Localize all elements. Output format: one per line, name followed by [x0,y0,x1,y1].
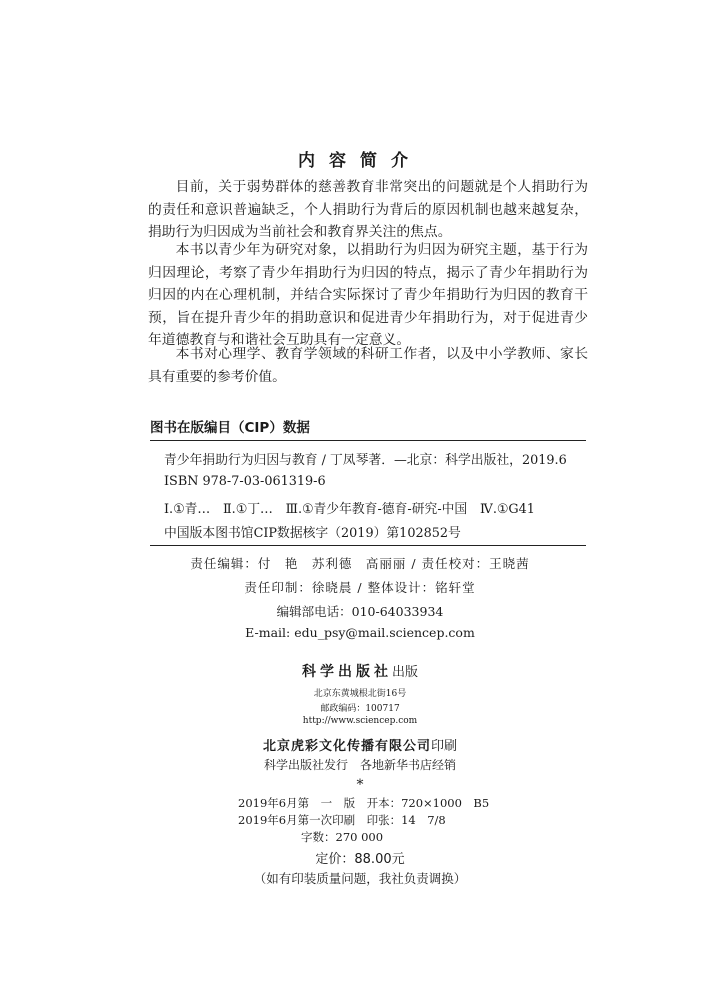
intro-title: 内容简介 [298,151,422,171]
cip-title-line: 青少年捐助行为归因与教育 / 丁凤琴著．—北京：科学出版社，2019.6 [164,453,567,468]
separator-asterisk: * [356,777,364,793]
intro-paragraph-2: 本书以青少年为研究对象，以捐助行为归因为研究主题，基于行为归因理论，考察了青少年捐助行为归因的特点，揭示了青少年捐助行为归因的内在心理机制，并结合实际探讨了青少年捐助行为归因的教育干预，旨在提升青少年的捐助意识和促进青少年捐助行为，对于促进青少年道德教育与和谐社会互助具有一定意义。 [148,242,588,349]
edition-format-line: 2019年6月第 一 版 开本：720×1000 B5 [238,796,490,810]
cip-top-rule [150,440,586,441]
publisher-postcode: 邮政编码：100717 [320,704,400,714]
cip-heading: 图书在版编目（CIP）数据 [150,420,310,436]
editor-credits: 责任编辑：付 艳 苏利德 高丽丽 / 责任校对：王晓茜 [190,556,530,571]
print-design-credits: 责任印制：徐晓晨 / 整体设计：铭轩堂 [244,580,476,595]
printer-suffix: 印刷 [431,739,458,754]
intro-paragraph-1: 目前，关于弱势群体的慈善教育非常突出的问题就是个人捐助行为的责任和意识普遍缺乏，个人捐助行为背后的原因机制也越来越复杂，捐助行为归因成为当前社会和教育界关注的焦点。 [148,179,588,241]
cip-classification-line: Ⅰ.①青… Ⅱ.①丁… Ⅲ.①青少年教育-德育-研究-中国 Ⅳ.①G41 [164,502,535,517]
cip-record-line: 中国版本图书馆CIP数据核字（2019）第102852号 [164,526,461,541]
editorial-email: E-mail: edu_psy@mail.sciencep.com [245,625,475,640]
printer-line [0,735,720,754]
word-count-line: 字数：270 000 [301,830,384,844]
publisher-address: 北京东黄城根北街16号 [313,689,407,699]
publisher-suffix: 出版 [391,665,418,680]
distribution-line: 科学出版社发行 各地新华书店经销 [263,758,456,772]
editorial-phone: 编辑部电话：010-64033934 [276,604,444,619]
price: 定价：88.00元 [315,852,405,867]
quality-notice: （如有印装质量问题，我社负责调换） [253,871,467,886]
cip-isbn-line: ISBN 978-7-03-061319-6 [164,474,326,489]
publisher-url: http://www.sciencep.com [302,716,418,726]
intro-paragraph-3: 本书对心理学、教育学领域的科研工作者，以及中小学教师、家长具有重要的参考价值。 [148,346,588,385]
publisher-name: 科学出版社 [301,664,392,680]
publisher-line [0,661,720,681]
cip-bottom-rule [150,545,586,546]
printing-sheets-line: 2019年6月第一次印刷 印张：14 7/8 [238,813,446,827]
printer-name: 北京虎彩文化传播有限公司 [262,739,431,754]
